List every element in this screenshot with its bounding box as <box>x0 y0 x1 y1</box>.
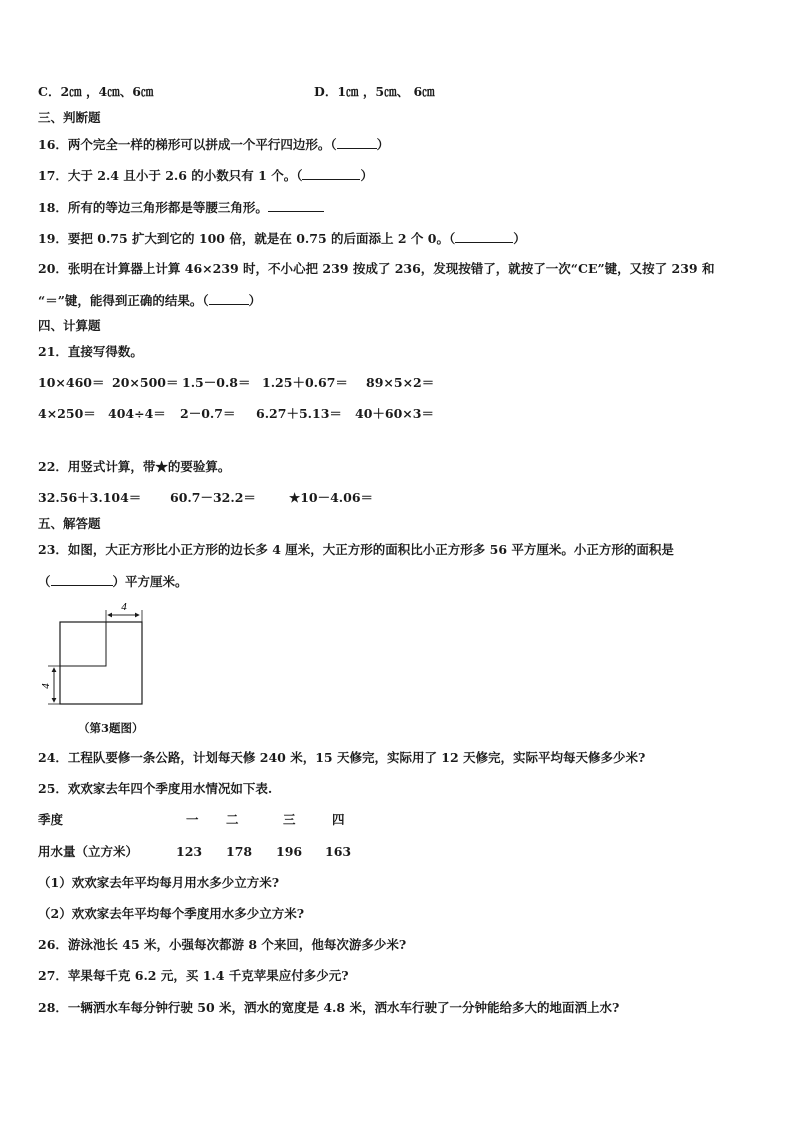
calc-item: 2－0.7＝ <box>180 406 236 421</box>
question-23-open: （ <box>38 574 51 589</box>
question-18 <box>38 199 324 216</box>
question-26: 26．游泳池长 45 米，小强每次都游 8 个来回，他每次游多少米? <box>38 937 407 952</box>
question-16-text: 16．两个完全一样的梯形可以拼成一个平行四边形。（ <box>38 137 337 152</box>
question-18-text: 18．所有的等边三角形都是等腰三角形。 <box>38 200 268 215</box>
question-21-title: 21．直接写得数。 <box>38 344 143 359</box>
square-figure <box>36 598 156 738</box>
question-16-close: ） <box>376 137 390 152</box>
question-25-sub1: （1）欢欢家去年平均每月用水多少立方米? <box>38 875 280 890</box>
section-3-title: 三、判断题 <box>38 110 101 125</box>
question-17 <box>38 167 373 184</box>
question-28: 28．一辆洒水车每分钟行驶 50 米，洒水的宽度是 4.8 米，洒水车行驶了一分钟能给多大的地面洒上水? <box>38 1000 620 1015</box>
option-c: C．2㎝ ，4㎝、6㎝ <box>38 84 154 99</box>
question-17-text: 17．大于 2.4 且小于 2.6 的小数只有 1 个。（ <box>38 168 303 183</box>
calc-item: 4×250＝ <box>38 406 96 421</box>
question-16 <box>38 136 389 153</box>
table-header-cell: 四 <box>332 812 345 827</box>
answer-blank-17[interactable] <box>302 167 360 180</box>
question-24: 24．工程队要修一条公路，计划每天修 240 米，15 天修完，实际用了 12 天修完，实际平均每天修多少米? <box>38 750 646 765</box>
table-header-cell: 三 <box>283 812 296 827</box>
calc-item: 40＋60×3＝ <box>355 406 434 421</box>
question-23-close: ）平方厘米。 <box>112 574 188 589</box>
top-length-label: 4 <box>121 601 127 613</box>
calc-item: 6.27＋5.13＝ <box>256 406 342 421</box>
small-square-outline <box>60 622 106 666</box>
question-20-text: “＝”键，能得到正确的结果。（ <box>38 293 209 308</box>
question-27: 27．苹果每千克 6.2 元，买 1.4 千克苹果应付多少元? <box>38 968 349 983</box>
question-23-line1: 23．如图，大正方形比小正方形的边长多 4 厘米，大正方形的面积比小正方形多 56 平方厘米。小正方形的面积是 <box>38 542 674 557</box>
question-22-title: 22．用竖式计算，带★的要验算。 <box>38 459 231 474</box>
question-19 <box>38 230 526 247</box>
section-4-title: 四、计算题 <box>38 318 101 333</box>
question-23-line2 <box>38 573 188 590</box>
answer-blank-20[interactable] <box>209 292 249 305</box>
table-cell: 196 <box>276 844 303 859</box>
figure-caption: （第3题图） <box>78 721 144 735</box>
question-20-close: ） <box>248 293 262 308</box>
vertical-calc-item: 60.7－32.2＝ <box>170 490 256 505</box>
option-d: D．1㎝ ，5㎝、 6㎝ <box>314 84 435 99</box>
table-header-cell: 二 <box>226 812 239 827</box>
calc-item: 10×460＝ <box>38 375 105 390</box>
section-5-title: 五、解答题 <box>38 516 101 531</box>
question-19-close: ） <box>513 231 526 246</box>
table-header-cell: 一 <box>186 812 199 827</box>
calc-item: 20×500＝ <box>112 375 179 390</box>
question-25-title: 25．欢欢家去年四个季度用水情况如下表. <box>38 781 273 796</box>
calc-item: 1.5－0.8＝ <box>182 375 251 390</box>
table-cell: 163 <box>325 844 352 859</box>
question-19-text: 19．要把 0.75 扩大到它的 100 倍，就是在 0.75 的后面添上 2 个 0。（ <box>38 231 456 246</box>
calc-item: 1.25＋0.67＝ <box>262 375 348 390</box>
vertical-calc-item: ★10－4.06＝ <box>289 490 374 505</box>
answer-blank-19[interactable] <box>455 230 513 243</box>
table-cell: 178 <box>226 844 253 859</box>
table-header-label: 季度 <box>38 812 64 827</box>
calc-item: 404÷4＝ <box>108 406 166 421</box>
left-length-label: 4 <box>40 683 52 689</box>
table-cell: 123 <box>176 844 203 859</box>
question-20-line1: 20．张明在计算器上计算 46×239 时，不小心把 239 按成了 236，发现按错了，就按了一次“CE”键，又按了 239 和 <box>38 261 715 276</box>
table-row-label: 用水量（立方米） <box>38 844 139 859</box>
question-17-close: ） <box>360 168 373 183</box>
large-square <box>60 622 142 704</box>
answer-blank-16[interactable] <box>337 136 377 149</box>
question-20-line2 <box>38 292 261 309</box>
answer-blank-18[interactable] <box>268 199 324 212</box>
vertical-calc-item: 32.56＋3.104＝ <box>38 490 142 505</box>
answer-blank-23[interactable] <box>51 573 113 586</box>
question-25-sub2: （2）欢欢家去年平均每个季度用水多少立方米? <box>38 906 305 921</box>
calc-item: 89×5×2＝ <box>366 375 435 390</box>
